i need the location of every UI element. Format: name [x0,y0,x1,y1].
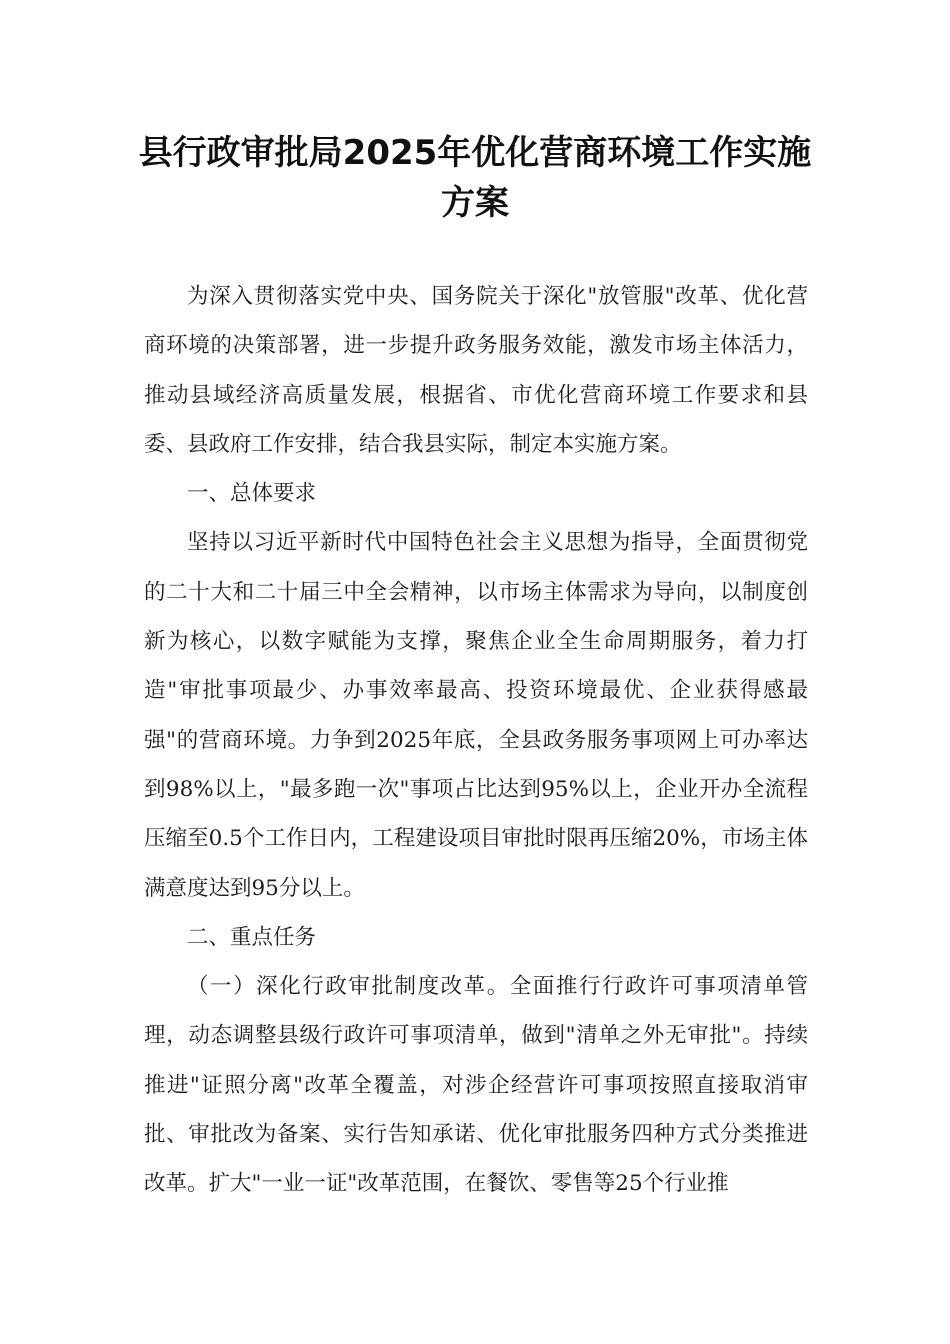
intro-paragraph: 为深入贯彻落实党中央、国务院关于深化"放管服"改革、优化营商环境的决策部署，进一步提升政务服务效能，激发市场主体活力，推动县域经济高质量发展，根据省、市优化营商环境工作要求和县委、县政府工作安排，结合我县实际，制定本实施方案。 [144,284,808,457]
general-requirements-paragraph: 坚持以习近平新时代中国特色社会主义思想为指导，全面贯彻党的二十大和二十届三中全会精神，以市场主体需求为导向，以制度创新为核心，以数字赋能为支撑，聚焦企业全生命周期服务，着力打造"审批事项最少、办事效率最高、投资环境最优、企业获得感最强"的营商环境。力争到2025年底，全县政务服务事项网上可办率达到98%以上，"最多跑一次"事项占比达到95%以上，企业开办全流程压缩至0.5个工作日内，工程建设项目审批时限再压缩20%，市场主体满意度达到95分以上。 [144,530,808,901]
key-task-1-paragraph: （一）深化行政审批制度改革。全面推行行政许可事项清单管理，动态调整县级行政许可事项清单，做到"清单之外无审批"。持续推进"证照分离"改革全覆盖，对涉企经营许可事项按照直接取消审批、审批改为备案、实行告知承诺、优化审批服务四种方式分类推进改革。扩大"一业一证"改革范围，在餐饮、零售等25个行业推 [144,974,808,1197]
document-body [144,272,808,1209]
section-heading-key-tasks: 二、重点任务 [187,924,317,950]
section-heading-general-requirements: 一、总体要求 [187,481,317,507]
document-title: 县行政审批局2025年优化营商环境工作实施方案 [138,133,812,223]
